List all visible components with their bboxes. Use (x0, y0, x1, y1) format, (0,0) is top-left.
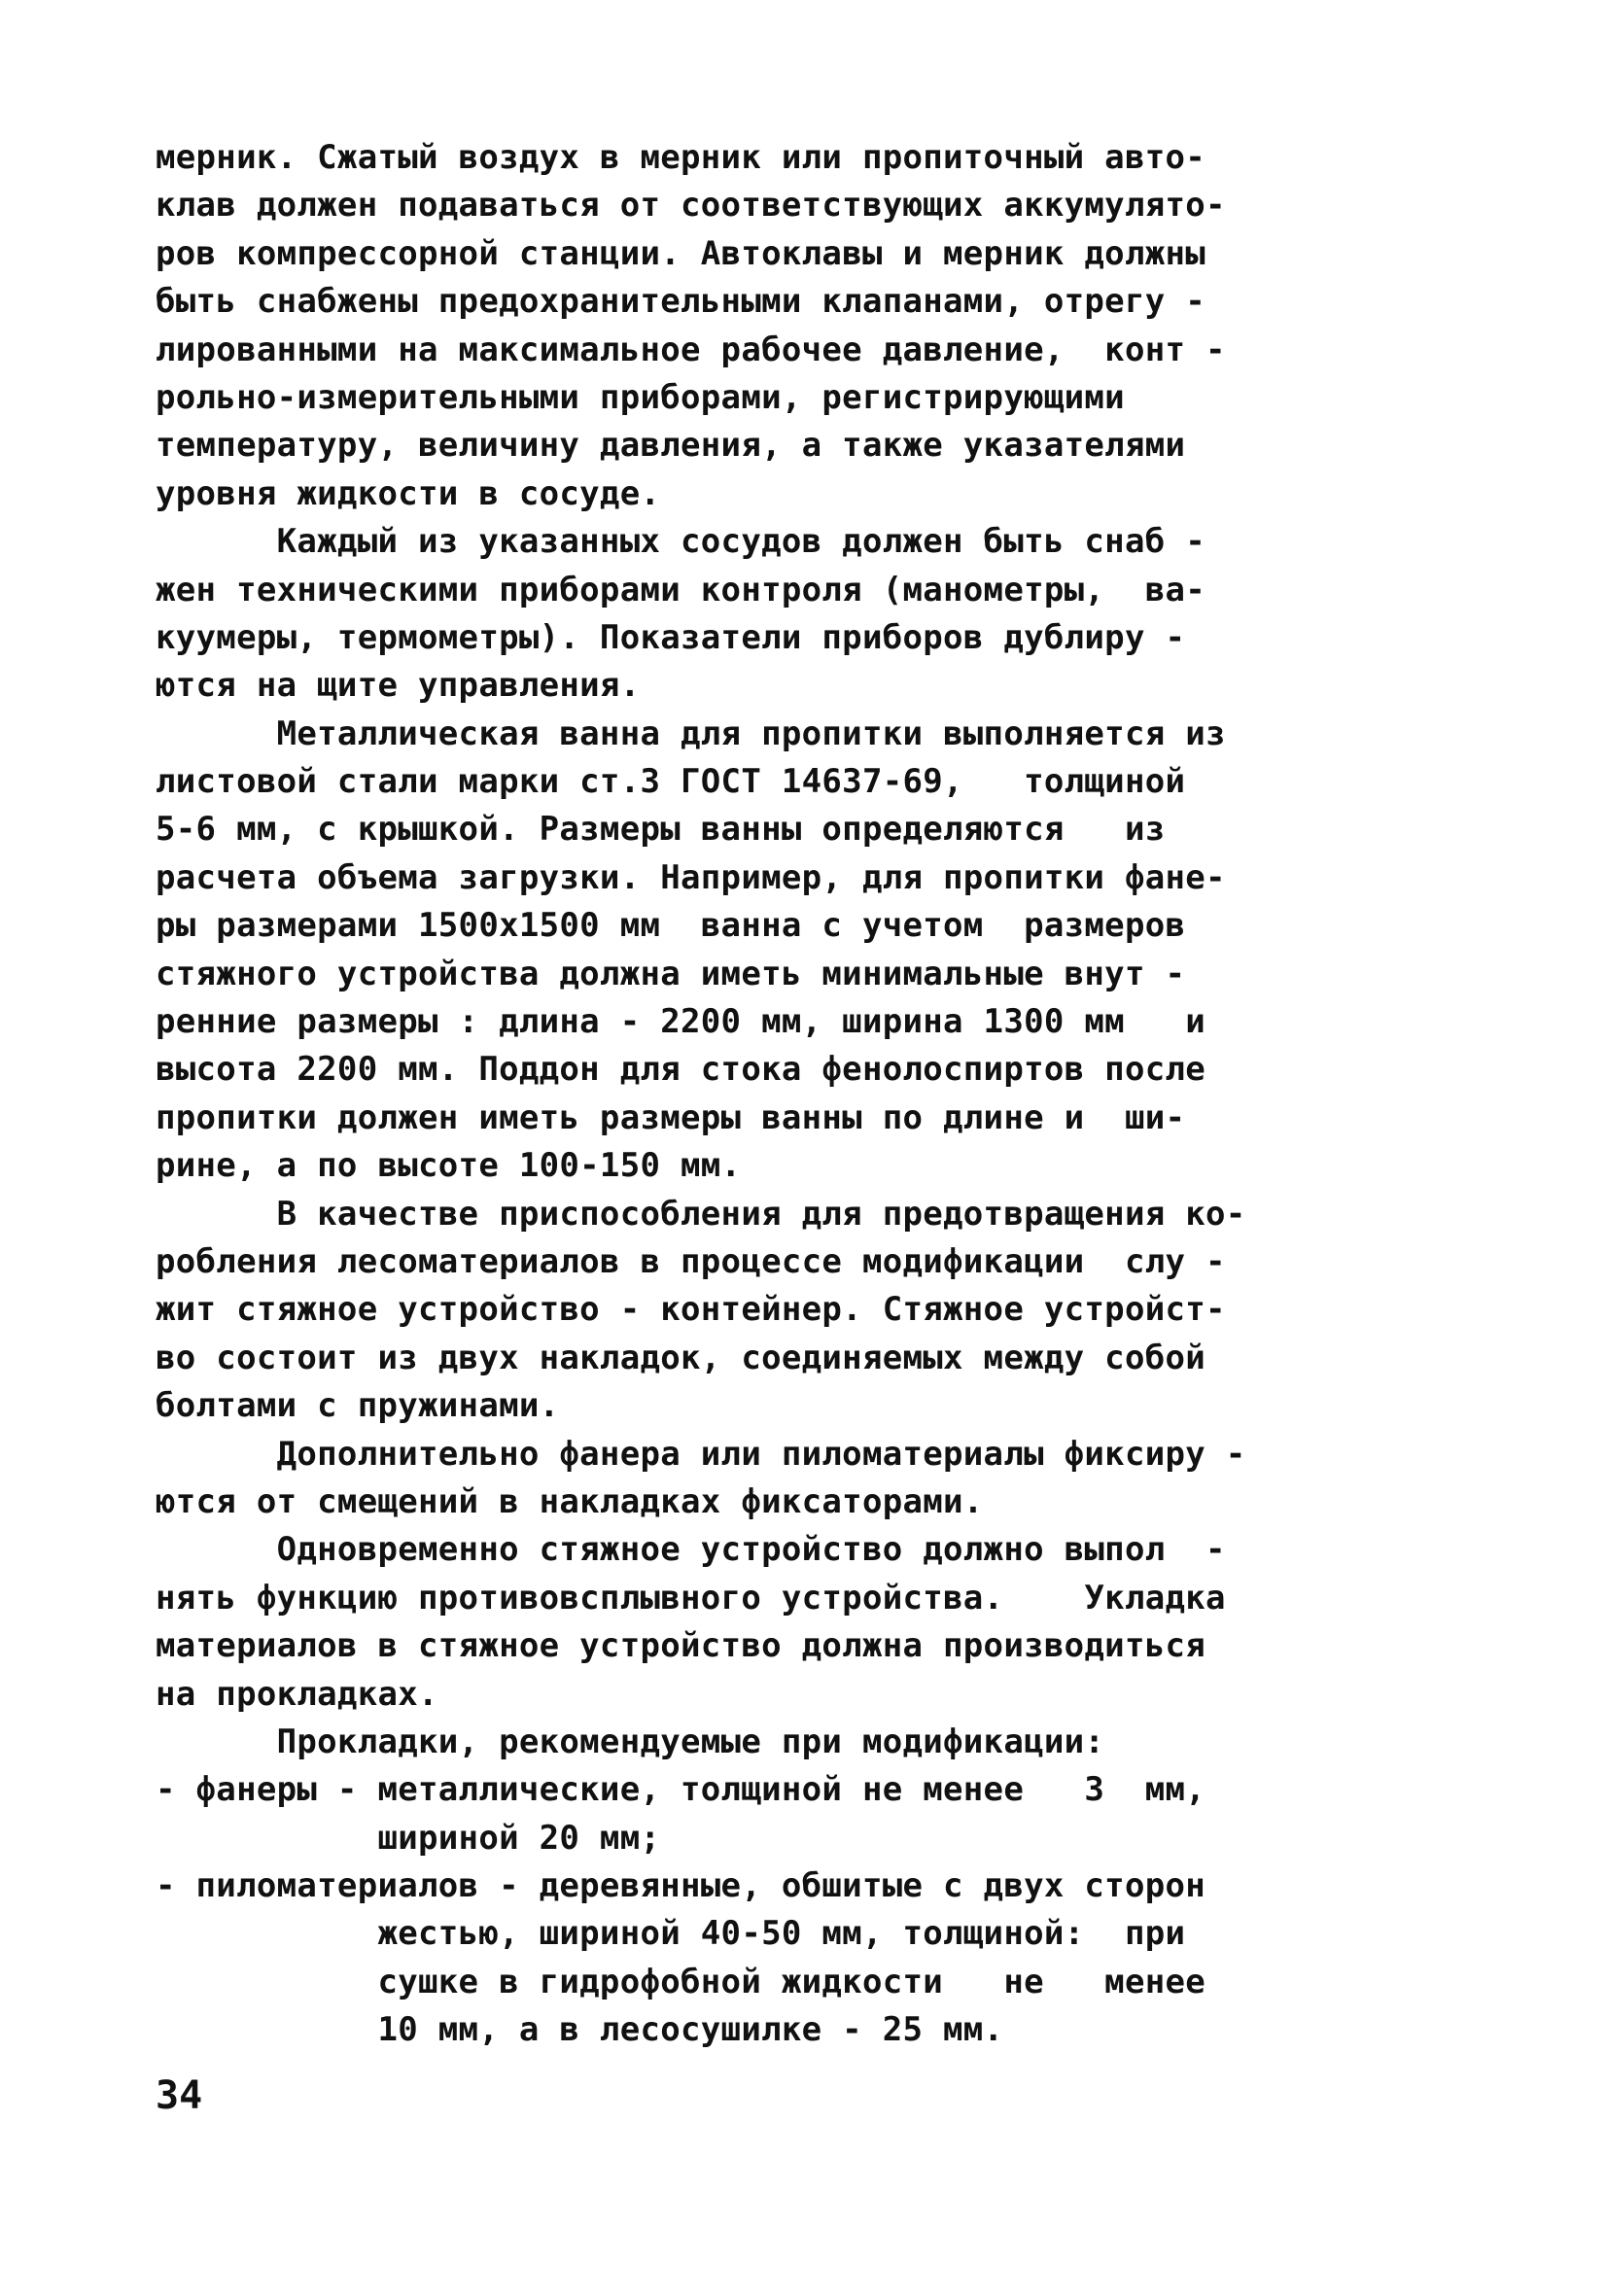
text-line: расчета объема загрузки. Например, для пропитки фане- (156, 857, 1226, 897)
text-line: жен техническими приборами контроля (манометры, ва- (156, 570, 1206, 609)
text-line: пропитки должен иметь размеры ванны по длине и ши- (156, 1097, 1186, 1137)
text-line: ров компрессорной станции. Автоклавы и мерник должны (156, 233, 1206, 273)
text-line: быть снабжены предохранительными клапанами, отрегу - (156, 282, 1206, 322)
text-line: Каждый из указанных сосудов должен быть снаб - (156, 522, 1206, 562)
text-line: мерник. Сжатый воздух в мерник или пропиточный авто- (156, 138, 1206, 177)
text-line: Дополнительно фанера или пиломатериалы фиксиру - (156, 1434, 1246, 1474)
text-line: во состоит из двух накладок, соединяемых между собой (156, 1338, 1206, 1377)
page-number: 34 (156, 2073, 203, 2118)
text-line: жестью, шириной 40-50 мм, толщиной: при (156, 1914, 1186, 1954)
text-line: рольно-измерительными приборами, регистрирующими (156, 377, 1125, 417)
text-line: 10 мм, а в лесосушилке - 25 мм. (156, 2010, 1004, 2050)
text-line: рине, а по высоте 100-150 мм. (156, 1146, 742, 1186)
text-line: температуру, величину давления, а также указателями (156, 426, 1186, 466)
text-line: сушке в гидрофобной жидкости не менее (156, 1962, 1206, 2001)
text-line: куумеры, термометры). Показатели приборов дублиру - (156, 617, 1186, 657)
text-line: шириной 20 мм; (156, 1818, 661, 1858)
text-line: нять функцию противовсплывного устройства. Укладка (156, 1578, 1226, 1618)
text-line: стяжного устройства должна иметь минимальные внут - (156, 954, 1186, 993)
text-line: Прокладки, рекомендуемые при модификации: (156, 1722, 1105, 1761)
text-line: листовой стали марки ст.3 ГОСТ 14637-69, толщиной (156, 762, 1186, 802)
body-text (156, 134, 1449, 2055)
text-line: робления лесоматериалов в процессе модификации слу - (156, 1241, 1226, 1281)
text-line: ются на щите управления. (156, 666, 641, 706)
text-line: ренние размеры : длина - 2200 мм, ширина 1300 мм и (156, 1002, 1206, 1042)
text-line: клав должен подаваться от соответствующих аккумулято- (156, 186, 1226, 226)
text-line: высота 2200 мм. Поддон для стока фенолоспиртов после (156, 1050, 1206, 1090)
text-line: жит стяжное устройство - контейнер. Стяжное устройст- (156, 1290, 1226, 1330)
text-line: на прокладках. (156, 1674, 438, 1714)
text-line: ются от смещений в накладках фиксаторами. (156, 1481, 984, 1521)
text-line: материалов в стяжное устройство должна производиться (156, 1626, 1206, 1666)
text-line: - пиломатериалов - деревянные, обшитые с двух сторон (156, 1866, 1206, 1906)
text-line: 5-6 мм, с крышкой. Размеры ванны определяются из (156, 810, 1166, 850)
text-line: болтами с пружинами. (156, 1386, 560, 1426)
text-line: Металлическая ванна для пропитки выполняется из (156, 713, 1226, 753)
text-line: лированными на максимальное рабочее давление, конт - (156, 330, 1226, 369)
text-line: Одновременно стяжное устройство должно выпол - (156, 1530, 1226, 1570)
text-line: В качестве приспособления для предотвращения ко- (156, 1194, 1246, 1234)
text-line: ры размерами 1500х1500 мм ванна с учетом размеров (156, 906, 1186, 946)
text-line: уровня жидкости в сосуде. (156, 473, 661, 513)
text-line: - фанеры - металлические, толщиной не менее 3 мм, (156, 1770, 1206, 1810)
